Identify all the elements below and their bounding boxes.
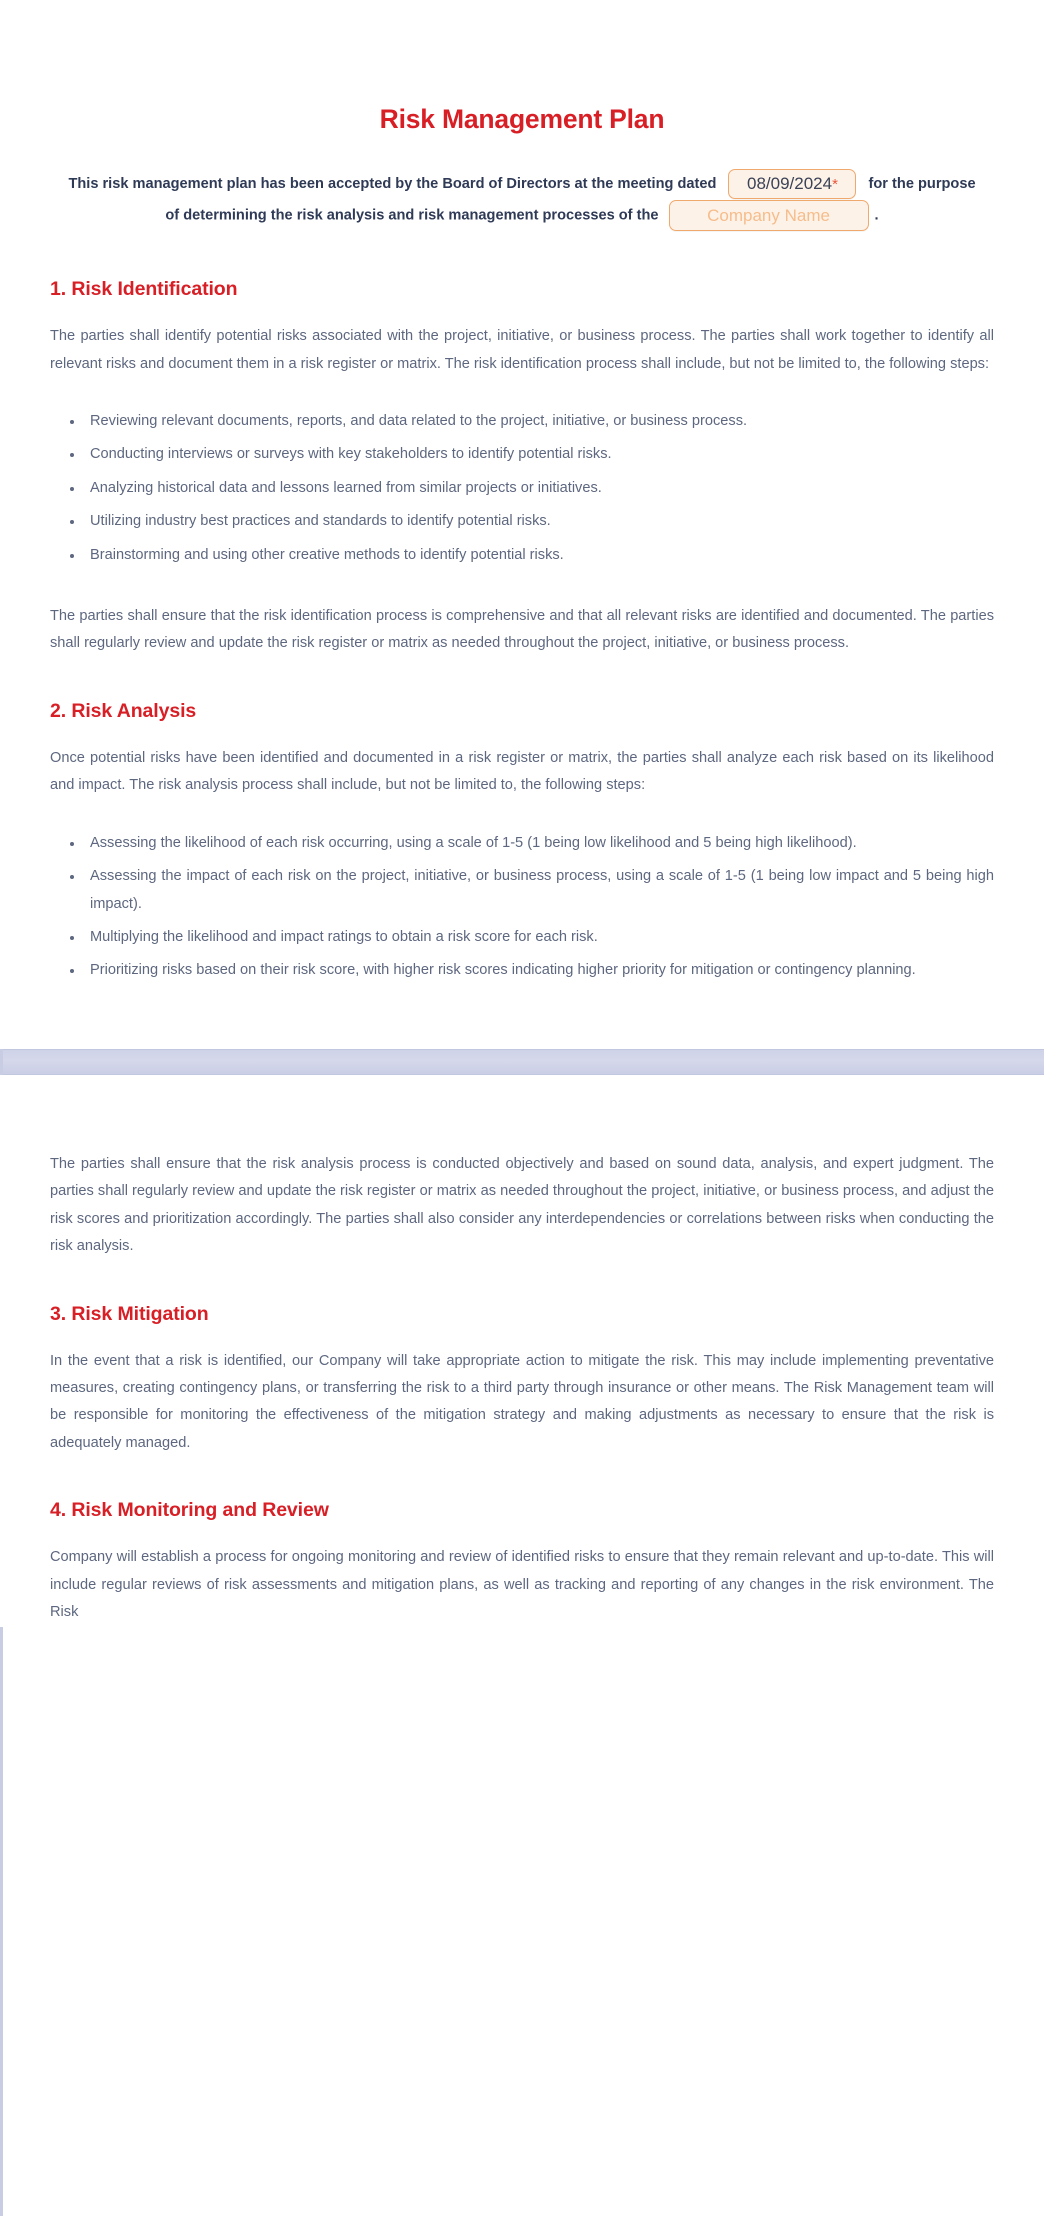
section-2-paragraph-1: Once potential risks have been identified and documented in a risk register or matrix, the parties shall analyze each risk based on its likelihood and impact. The risk analysis process shall include, but not be limited to, the following steps: <box>50 749 994 794</box>
section-2-paragraph-2: The parties shall ensure that the risk analysis process is conducted objectively and based on sound data, analysis, and expert judgment. The parties shall regularly review and update the risk register or matrix as needed throughout the project, initiative, or business process, and adjust the risk scores and prioritization accordingly. The parties shall also consider any interdependencies or correlations between risks when conducting the risk analysis. <box>50 1155 994 1255</box>
list-item: Prioritizing risks based on their risk score, with higher risk scores indicating higher priority for mitigation or contingency planning. <box>88 957 994 984</box>
list-item: Multiplying the likelihood and impact ratings to obtain a risk score for each risk. <box>88 924 994 951</box>
section-risk-mitigation <box>50 1303 994 1458</box>
list-item: Brainstorming and using other creative methods to identify potential risks. <box>88 542 994 569</box>
list-item: Utilizing industry best practices and standards to identify potential risks. <box>88 508 994 535</box>
company-name-input[interactable] <box>669 200 869 231</box>
intro-text-part-2: for the purpose of determining the risk analysis and risk management processes of the <box>165 176 976 224</box>
section-heading-2: 2. Risk Analysis <box>50 699 197 722</box>
intro-paragraph <box>50 169 994 232</box>
document-page-1 <box>0 0 1044 1049</box>
section-risk-identification <box>50 278 994 658</box>
list-item: Assessing the impact of each risk on the project, initiative, or business process, using a scale of 1-5 (1 being low impact and 5 being high impact). <box>88 863 994 918</box>
section-1-paragraph-1: The parties shall identify potential risks associated with the project, initiative, or business process. The parties shall work together to identify all relevant risks and document them in a risk register or matrix. The risk identification process shall include, but not be limited to, the following steps: <box>50 328 994 372</box>
meeting-date-value: 08/09/2024 <box>747 174 833 194</box>
section-1-paragraph-2: The parties shall ensure that the risk identification process is comprehensive and that all relevant risks are identified and documented. The parties shall regularly review and update the risk register or matrix as needed throughout the project, initiative, or business process. <box>50 608 994 652</box>
section-2-bullet-list <box>50 830 994 985</box>
section-risk-analysis <box>50 700 994 985</box>
section-3-paragraph-1: In the event that a risk is identified, our Company will take appropriate action to mitigate the risk. This may include implementing preventative measures, creating contingency plans, or transferring the risk to a third party through insurance or other means. The Risk Management team will be responsible for monitoring the effectiveness of the mitigation strategy and making adjustments as necessary to ensure that the risk is adequately managed. <box>50 1352 994 1451</box>
meeting-date-input[interactable] <box>728 169 856 199</box>
section-heading-3: 3. Risk Mitigation <box>50 1302 209 1325</box>
page-title: Risk Management Plan <box>379 104 665 134</box>
section-risk-monitoring-and-review <box>50 1499 994 1626</box>
required-asterisk-icon: * <box>832 176 838 194</box>
section-heading-1: 1. Risk Identification <box>50 278 238 301</box>
intro-text-part-3: . <box>874 207 879 224</box>
page-break-divider <box>0 1049 1044 1075</box>
list-item: Analyzing historical data and lessons learned from similar projects or initiatives. <box>88 475 994 502</box>
section-4-paragraph-1: Company will establish a process for ongoing monitoring and review of identified risks to ensure that they remain relevant and up-to-date. This will include regular reviews of risk assessments and mitigation plans, as well as tracking and reporting of any changes in the risk environment. The Risk <box>50 1549 994 1621</box>
list-item: Reviewing relevant documents, reports, and data related to the project, initiative, or business process. <box>88 408 994 435</box>
intro-text-part-1: This risk management plan has been accepted by the Board of Directors at the meeting dated <box>68 176 717 192</box>
section-1-bullet-list <box>50 408 994 569</box>
list-item: Conducting interviews or surveys with key stakeholders to identify potential risks. <box>88 441 994 468</box>
list-item: Assessing the likelihood of each risk occurring, using a scale of 1-5 (1 being low likelihood and 5 being high likelihood). <box>88 830 994 857</box>
section-heading-4: 4. Risk Monitoring and Review <box>50 1499 329 1522</box>
company-name-placeholder: Company Name <box>707 206 830 226</box>
document-page-2 <box>0 1075 1044 1627</box>
